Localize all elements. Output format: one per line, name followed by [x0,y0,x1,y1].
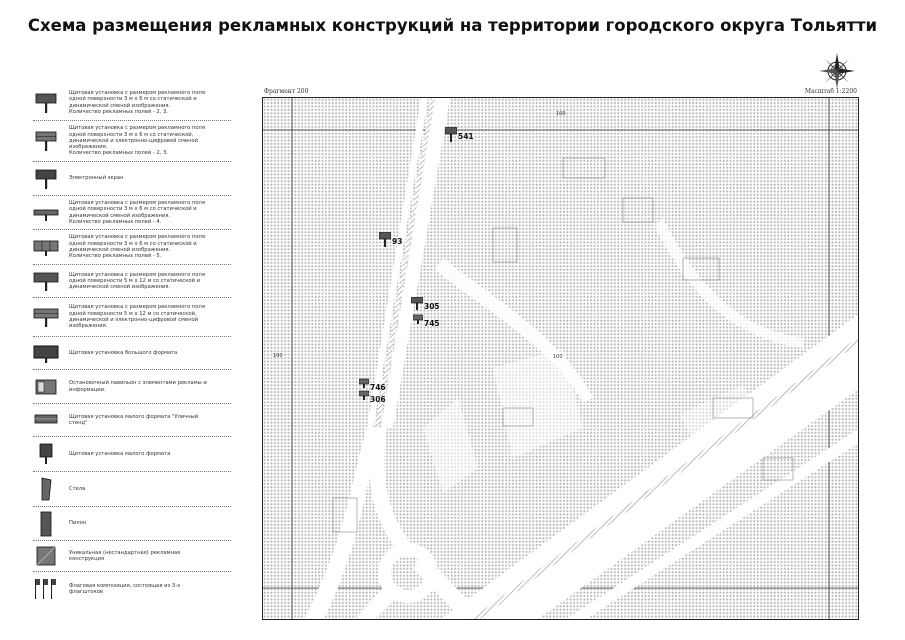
road-label: 100 [553,354,563,360]
scale-label: Масштаб 1:2200 [804,88,857,95]
legend-item [33,541,231,572]
small-format-stand-icon [34,409,58,431]
marker-number: 305 [424,302,440,311]
construction-marker-745[interactable] [413,314,440,328]
legend-item [33,230,231,265]
legend-item-text: Щитовая установка большого формата [69,349,178,356]
legend-item-text: Стела [69,485,86,492]
legend-item [33,337,231,370]
construction-marker-541[interactable] [445,127,474,143]
legend-item [33,572,231,606]
legend-item-text: Щитовая установка с размером рекламного поля одной поверхности 3 м х 6 м со статической и динамической сменой изображения. Количество рекламных полей - 5. [69,234,205,260]
small-billboard-icon [359,390,369,400]
marker-number: 746 [370,383,386,392]
billboard-icon [411,297,423,311]
legend-item [33,85,231,121]
stele-icon [34,476,58,502]
legend-item [33,404,231,437]
billboard-icon [379,232,391,248]
marker-number: 306 [370,395,386,404]
unique-construction-icon [34,544,58,568]
legend-item-text: Пилон [69,520,87,527]
legend-item [33,472,231,507]
legend-item-text: Уникальная (нестандартная) рекламная конструкция [69,549,181,562]
construction-marker-305[interactable] [411,297,440,311]
legend-item-text: Щитовая установка с размером рекламного поля одной поверхности 5 м х 12 м со статической, динамической и электронно-цифровой сменой изображения. [69,304,205,330]
billboard-5-fields-icon [33,236,59,258]
small-billboard-icon [359,378,369,388]
legend-item-text: Остановочный павильон с элементами рекламы и информации. [69,380,207,393]
billboard-5x12-digital-icon [33,306,59,328]
marker-number: 745 [424,319,440,328]
bus-stop-pavilion-icon [34,376,58,398]
billboard-3x6-digital-icon [34,130,58,152]
legend-item-text: Флаговая композиция, состоящая из 3-х флагштоков [69,582,181,595]
billboard-5x12-icon [33,270,59,292]
legend-item [33,507,231,541]
compass-rose-icon [818,52,856,90]
legend-item-text: Щитовая установка малого формата "Уличный стенд" [69,413,199,426]
billboard-3x6-icon [34,92,58,114]
large-format-icon [33,342,59,364]
marker-number: 93 [392,237,403,246]
pylon-icon [34,510,58,538]
fragment-label: Фрагмент 200 [264,88,309,95]
map-area[interactable] [262,97,859,620]
legend-item [33,162,231,196]
marker-number: 541 [458,132,474,141]
legend-item [33,437,231,472]
legend-item-text: Щитовая установка малого формата [69,450,171,457]
construction-marker-306[interactable] [359,390,386,404]
legend-item-text: Электронный экран [69,175,124,182]
flag-composition-icon [33,577,59,601]
small-billboard-icon [413,314,423,324]
legend-item [33,265,231,298]
page-title: Схема размещения рекламных конструкций на территории городского округа Тольятти [27,16,878,35]
construction-marker-93[interactable] [379,232,402,248]
road-label: 100 [556,111,566,117]
legend-item [33,370,231,404]
legend-item-text: Щитовая установка с размером рекламного поля одной поверхности 3 м х 6 м со статической и динамической сменой изображения. Количество рекламных полей - 2, 3. [69,89,205,115]
billboard-icon [445,127,457,143]
legend-item-text: Щитовая установка с размером рекламного поля одной поверхности 5 м х 12 м со статической и динамической сменой изображения. [69,271,205,291]
legend-item [33,298,231,337]
legend-item-text: Щитовая установка с размером рекламного поля одной поверхности 3 м х 6 м со статической и динамической сменой изображения. Количество рекламных полей - 4. [69,199,205,225]
billboard-4-fields-icon [33,202,59,224]
road-label: 100 [273,353,283,359]
electronic-screen-icon [34,168,58,190]
legend-item-text: Щитовая установка с размером рекламного поля одной поверхности 3 м х 6 м со статической, динамической и электронно-цифровой сменой изображения. Количество рекламных полей - 2, 3. [69,125,205,157]
legend-item [33,121,231,162]
legend-item [33,196,231,230]
small-format-icon [34,442,58,466]
